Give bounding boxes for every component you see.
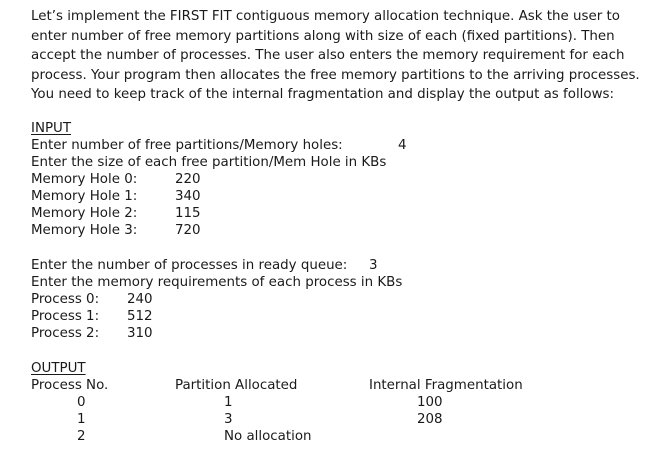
size-prompt: Enter the size of each free partition/Mem Hole in KBs: [31, 155, 387, 170]
table-cell-partition: No allocation: [224, 429, 312, 444]
process-value: 240: [127, 292, 153, 307]
process-label: Process 2:: [31, 326, 100, 341]
memory-hole-label: Memory Hole 1:: [31, 189, 138, 204]
process-label: Process 0:: [31, 292, 100, 307]
memory-hole-label: Memory Hole 2:: [31, 206, 138, 221]
output-heading: OUTPUT: [31, 361, 86, 376]
process-label: Process 1:: [31, 309, 100, 324]
column-header-process: Process No.: [31, 378, 109, 393]
memory-hole-value: 720: [175, 223, 201, 238]
memory-hole-value: 220: [175, 172, 201, 187]
memory-hole-label: Memory Hole 3:: [31, 223, 138, 238]
requirements-prompt: Enter the memory requirements of each process in KBs: [31, 275, 403, 290]
column-header-partition: Partition Allocated: [175, 378, 298, 393]
table-cell-process: 0: [77, 395, 86, 410]
table-cell-fragmentation: 208: [417, 412, 443, 427]
num-processes-value: 3: [369, 258, 378, 273]
input-heading: INPUT: [31, 121, 72, 136]
process-value: 310: [127, 326, 153, 341]
table-cell-partition: 1: [224, 395, 233, 410]
memory-hole-label: Memory Hole 0:: [31, 172, 138, 187]
num-partitions-value: 4: [398, 138, 407, 153]
table-cell-fragmentation: 100: [417, 395, 443, 410]
num-processes-prompt: Enter the number of processes in ready queue:: [31, 258, 348, 273]
table-cell-process: 2: [77, 429, 86, 444]
memory-hole-value: 340: [175, 189, 201, 204]
column-header-fragmentation: Internal Fragmentation: [369, 378, 523, 393]
intro-paragraph: Let’s implement the FIRST FIT contiguous memory allocation technique. Ask the user to enter number of free memory partitions along with size of each (fixed partitions). Then accept the number of processes. The user also enters the memory requirement for each process. Your program then allocates the free memory partitions to the arriving processes. You need to keep track of the internal fragmentation and display the output as follows:: [31, 9, 640, 103]
process-value: 512: [127, 309, 153, 324]
table-cell-process: 1: [77, 412, 86, 427]
num-partitions-prompt: Enter number of free partitions/Memory holes:: [31, 138, 343, 153]
table-cell-partition: 3: [224, 412, 233, 427]
memory-hole-value: 115: [175, 206, 201, 221]
